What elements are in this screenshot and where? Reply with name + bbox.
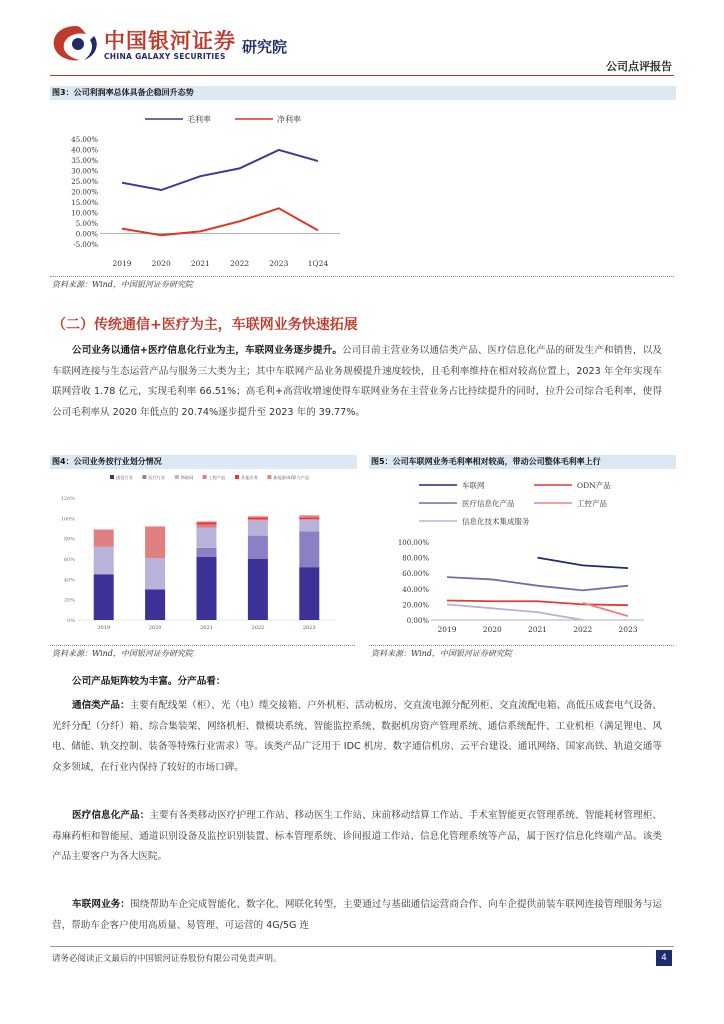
logo-en: CHINA GALAXY SECURITIES: [104, 52, 226, 61]
fig5-chart: [369, 470, 674, 640]
x-tick-label: 2019: [97, 625, 111, 631]
legend-label-0: 通信行业: [116, 475, 133, 480]
legend-label-0: 毛利率: [187, 115, 211, 124]
galaxy-logo-icon: [50, 22, 102, 64]
series-line-2: [447, 577, 628, 590]
series-line-1: [447, 601, 628, 606]
legend-label-2: 医疗信息化产品: [462, 499, 515, 508]
y-tick-label: 80%: [63, 536, 75, 543]
y-tick-label: 15.00%: [71, 199, 98, 207]
legend-swatch-5: [267, 475, 271, 479]
med-paragraph: [52, 806, 662, 868]
legend-label-1: 净利率: [277, 115, 301, 124]
legend-label-3: 工控产品: [577, 499, 607, 508]
comm-text: 主要有配线架（柜）、光（电）缆交接箱、户外机柜、活动板房、交直流电源分配列柜、交直流配电箱、高低压成套电气设备、光纤分配（分纤）箱、综合集装架、网络机柜、微模块系统、智能监控系统、数据机房资产管理系统、通信系统配件、工业机柜（满足锂电、风电、储能、轨交控制、装备等特殊行业需求）等。该类产品广泛用于 IDC 机房、数字通信机房、云平台建设、通讯网络、国家高铁、轨道交通等众多领域，在行业内保持了较好的市场口碑。: [52, 700, 663, 773]
y-tick-label: 100%: [60, 516, 75, 523]
bar-segment-4: [197, 522, 217, 524]
iov-text: 围绕帮助车企完成智能化、数字化、网联化转型，主要通过与基础通信运营商合作、向车企提供前装车联网连接管理服务与运营，帮助车企客户使用高质量、易管理、可运营的 4G/5G 连: [52, 899, 663, 931]
y-tick-label: 40.00%: [402, 585, 429, 594]
fig5-source: 资料来源：Wind，中国银河证券研究院: [371, 649, 512, 658]
bar-segment-3: [145, 526, 165, 558]
x-tick-label: 2020: [148, 625, 162, 631]
y-tick-label: 45.00%: [71, 136, 98, 144]
legend-swatch-3: [203, 475, 207, 479]
fig3-source-divider: [50, 276, 674, 277]
footer-disclaimer: 请务必阅读正文最后的中国银河证券股份有限公司免责声明。: [52, 954, 282, 964]
y-tick-label: 0.00%: [406, 617, 429, 625]
x-tick-label: 2020: [151, 259, 171, 268]
comm-paragraph: [52, 696, 662, 778]
iov-label: 车联网业务：: [72, 899, 131, 910]
y-tick-label: 120%: [60, 496, 75, 502]
legend-swatch-0: [110, 475, 114, 479]
x-tick-label: 2022: [251, 625, 265, 631]
y-tick-label: 20%: [63, 597, 75, 604]
bar-segment-1: [248, 536, 268, 559]
bar-segment-2: [197, 527, 217, 547]
legend-label-1: ODN产品: [577, 481, 611, 490]
legend-swatch-4: [235, 475, 239, 479]
y-tick-label: 80.00%: [402, 554, 429, 563]
y-tick-label: 5.00%: [75, 220, 98, 228]
y-tick-label: 60.00%: [402, 570, 429, 579]
bar-segment-5: [197, 521, 217, 522]
fig3-title: 图3：公司利润率总体具备企稳回升态势: [50, 86, 676, 100]
series-line-4: [447, 604, 583, 620]
y-tick-label: 40.00%: [71, 146, 98, 155]
legend-label-3: 工程产品: [208, 475, 226, 480]
bar-segment-3: [197, 524, 217, 527]
fig4-source-divider: [50, 645, 355, 646]
bar-segment-0: [197, 557, 217, 620]
y-tick-label: 10.00%: [71, 209, 98, 218]
report-type: 公司点评报告: [606, 60, 672, 73]
p1-bold: 公司业务以通信+医疗信息化行业为主，车联网业务逐步提升。: [72, 345, 343, 356]
med-text: 主要有各类移动医疗护理工作站、移动医生工作站、床前移动结算工作站、手术室智能更衣管理系统、智能耗材管理柜、毒麻药柜和智能屋、通道识别设备及监控识别装置、标本管理系统、诊间报道工作站、信息化管理系统等产品，属于医疗信息化终端产品。该类产品主要客户为各大医院。: [52, 810, 663, 862]
y-tick-label: 0.00%: [75, 230, 98, 239]
bar-segment-2: [94, 547, 114, 574]
fig5-title: 图5：公司车联网业务毛利率相对较高，带动公司整体毛利率上行: [369, 455, 676, 469]
y-tick-label: -5.00%: [73, 241, 98, 249]
x-tick-label: 2019: [112, 259, 132, 268]
x-tick-label: 2021: [200, 625, 213, 631]
fig5-source-divider: [369, 645, 674, 646]
series-line-1: [122, 208, 318, 235]
legend-label-2: 物联网: [180, 475, 194, 480]
fig4-source: 资料来源：Wind，中国银河证券研究院: [52, 649, 193, 658]
x-tick-label: 2022: [573, 625, 593, 634]
bar-segment-2: [145, 558, 165, 590]
bar-segment-3: [94, 530, 114, 547]
bar-segment-0: [94, 574, 114, 620]
legend-label-4: 信息化技术集成服务: [462, 517, 530, 526]
bar-segment-4: [248, 517, 268, 519]
section-paragraph: [52, 341, 662, 423]
x-tick-label: 2022: [230, 259, 250, 268]
bar-segment-0: [248, 559, 268, 620]
x-tick-label: 2021: [190, 259, 210, 268]
legend-label-1: 医疗行业: [148, 475, 166, 480]
x-tick-label: 2023: [269, 259, 289, 268]
legend-label-5: 新能源/AI算力产品: [273, 475, 309, 480]
bar-segment-5: [299, 515, 319, 517]
y-tick-label: 60%: [63, 557, 75, 563]
fig3-source: 资料来源：Wind，中国银河证券研究院: [52, 280, 193, 289]
bar-segment-0: [145, 590, 165, 621]
y-tick-label: 40%: [63, 577, 75, 584]
bar-segment-0: [299, 567, 319, 620]
series-line-0: [538, 558, 629, 569]
fig4-title: 图4：公司业务按行业划分情况: [50, 455, 357, 469]
bar-segment-4: [299, 517, 319, 519]
footer-divider: [50, 946, 674, 947]
legend-label-0: 车联网: [462, 481, 485, 490]
x-tick-label: 2020: [482, 625, 502, 634]
x-tick-label: 2023: [302, 625, 316, 631]
legend-label-4: 其他业务: [241, 475, 258, 480]
y-tick-label: 100.00%: [397, 539, 429, 547]
med-label: 医疗信息化产品：: [72, 810, 150, 821]
y-tick-label: 20.00%: [402, 601, 429, 610]
bar-segment-5: [248, 516, 268, 517]
logo-cn: 中国银河证券: [104, 29, 236, 53]
y-tick-label: 30.00%: [71, 167, 98, 176]
x-tick-label: 2023: [618, 625, 638, 634]
bar-segment-2: [299, 519, 319, 531]
x-tick-label: 2019: [437, 625, 457, 634]
section-heading: （二）传统通信+医疗为主，车联网业务快速拓展: [52, 317, 358, 333]
iov-paragraph: [52, 895, 662, 936]
y-tick-label: 20.00%: [71, 188, 98, 197]
header-divider: [50, 75, 674, 76]
legend-swatch-2: [175, 475, 179, 479]
products-intro: 公司产品矩阵较为丰富。分产品看：: [72, 676, 226, 687]
bar-segment-1: [299, 532, 319, 568]
y-tick-label: 0%: [67, 618, 75, 624]
p1-text: 公司目前主营业务以通信类产品、医疗信息化产品的研发生产和销售，以及车联网连接与生态运营产品与服务三大类为主；其中车联网产品业务规模提升速度较快，且毛利率维持在相对较高位置上，2023 年全年实现车联网营收 1.78 亿元，实现毛利率 66.51%；高毛利+高营收增速使得车联网业务在主营业务占比持续提升的同时，拉升公司综合毛利率，使得公司毛利率从 2020 年低点的 20.74%逐步提升至 2023 年的 39.77%。: [52, 345, 662, 418]
page-number: 4: [656, 950, 672, 966]
bar-segment-3: [248, 519, 268, 520]
y-tick-label: 25.00%: [71, 178, 98, 186]
legend-swatch-1: [142, 475, 146, 479]
series-line-0: [122, 150, 318, 190]
y-tick-label: 35.00%: [71, 157, 98, 165]
fig3-chart: [50, 104, 380, 274]
institute-label: 研究院: [242, 38, 288, 56]
x-tick-label: 1Q24: [307, 259, 329, 268]
x-tick-label: 2021: [527, 625, 548, 634]
bar-segment-1: [197, 548, 217, 557]
comm-label: 通信类产品：: [72, 700, 130, 711]
fig4-chart: [50, 470, 355, 640]
bar-segment-2: [248, 520, 268, 535]
